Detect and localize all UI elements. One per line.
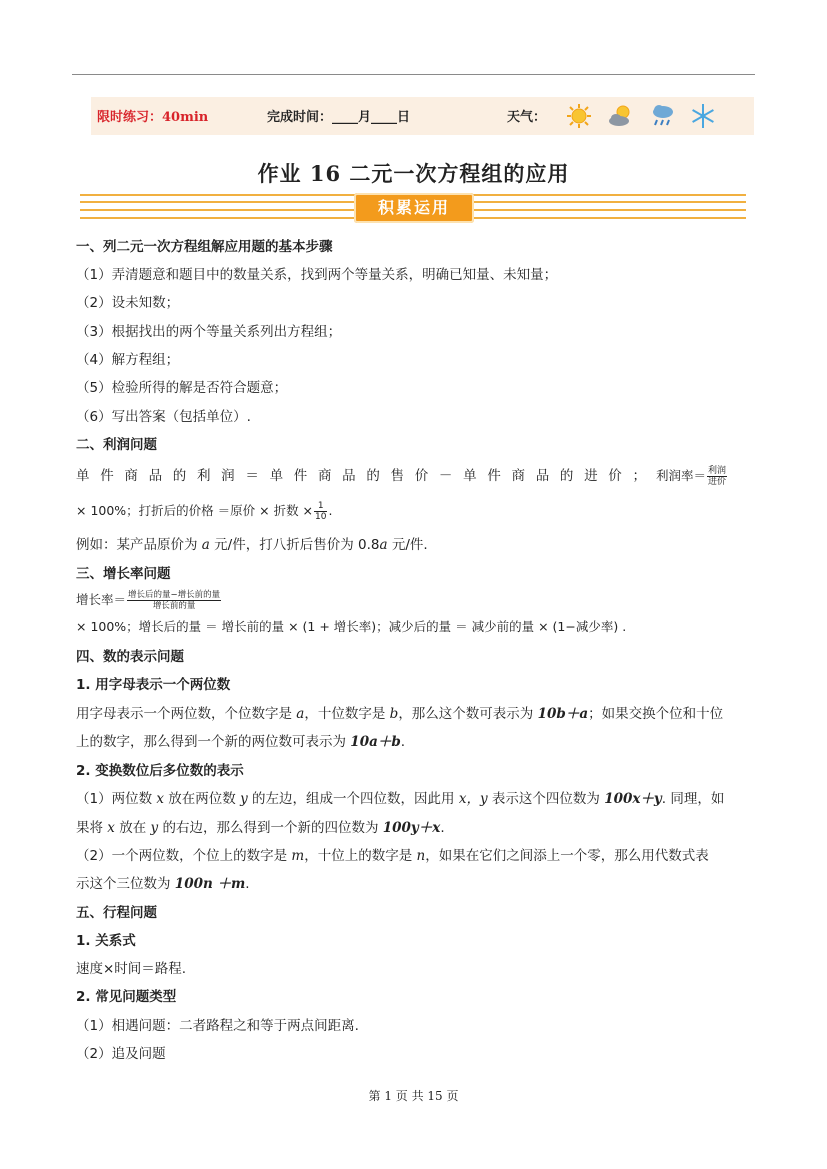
list-item: （1）弄清题意和题目中的数量关系，找到两个等量关系，明确已知量、未知量； [76, 267, 558, 283]
paragraph: 上的数字，那么得到一个新的两位数可表示为 10a＋b. [76, 734, 406, 750]
example-line: 例如：某产品原价为 a 元/件，打八折后售价为 0.8a 元/件. [76, 537, 428, 553]
sub-heading: 2. 常见问题类型 [76, 989, 177, 1005]
time-limit: 限时练习：40min [97, 110, 209, 125]
paragraph: 用字母表示一个两位数，个位数字是 a，十位数字是 b，那么这个数可表示为 10b＋a；如果交换个位和十位 [76, 706, 724, 722]
section-heading: 二、利润问题 [76, 437, 157, 453]
sun-icon [565, 102, 593, 130]
section-heading: 一、列二元一次方程组解应用题的基本步骤 [76, 239, 333, 255]
top-rule [72, 74, 755, 75]
snowflake-icon [689, 102, 717, 130]
formula-line: × 100%；增长后的量 ＝ 增长前的量 × (1 + 增长率)；减少后的量 ＝ 减少前的量 × (1−减少率) . [76, 619, 627, 634]
list-item: （2）设未知数； [76, 295, 180, 311]
sub-heading: 1. 关系式 [76, 933, 136, 949]
document-title: 作业 16 二元一次方程组的应用 [257, 161, 570, 186]
weather-label: 天气： [507, 110, 547, 125]
partly-cloudy-icon [607, 102, 635, 130]
paragraph: （2）一个两位数，个位上的数字是 m，十位上的数字是 n，如果在它们之间添上一个零，那么用代数式表 [76, 848, 709, 864]
list-item: （2）追及问题 [76, 1046, 166, 1062]
rain-icon [649, 102, 677, 130]
paragraph: 单件商品的利润＝单件商品的售价－单件商品的进价；利润率＝ $\frac{\text{利润}}{\text{进价}}$ [76, 465, 727, 487]
sub-heading: 2. 变换数位后多位数的表示 [76, 763, 244, 779]
section-banner: 积累运用 [354, 193, 474, 223]
page-number: 第 1 页 共 15 页 [368, 1089, 459, 1103]
section-heading: 四、数的表示问题 [76, 649, 184, 665]
formula-line: 增长率＝ $\frac{\text{增长后的量−增长前的量}}{\text{增长前的量}}$ [76, 590, 221, 611]
paragraph: 速度×时间＝路程. [76, 961, 187, 977]
header-bar [91, 97, 754, 135]
list-item: （3）根据找出的两个等量关系列出方程组； [76, 324, 342, 340]
paragraph: × 100%；打折后的价格 ＝原价 × 折数 × $\frac{1}{10}$ . [76, 501, 333, 522]
paragraph: 果将 x 放在 y 的右边，那么得到一个新的四位数为 100y＋x. [76, 820, 445, 836]
sub-heading: 1. 用字母表示一个两位数 [76, 677, 231, 693]
finish-time: 完成时间：____月____日 [267, 110, 411, 125]
list-item: （1）相遇问题：二者路程之和等于两点间距离. [76, 1018, 359, 1034]
section-heading: 三、增长率问题 [76, 566, 171, 582]
paragraph: 示这个三位数为 100n ＋m. [76, 876, 250, 892]
paragraph: （1）两位数 x 放在两位数 y 的左边，组成一个四位数，因此用 x，y 表示这个四位数为 100x＋y. 同理，如 [76, 791, 725, 807]
list-item: （6）写出答案（包括单位）. [76, 409, 251, 425]
list-item: （5）检验所得的解是否符合题意； [76, 380, 288, 396]
list-item: （4）解方程组； [76, 352, 180, 368]
section-heading: 五、行程问题 [76, 905, 157, 921]
